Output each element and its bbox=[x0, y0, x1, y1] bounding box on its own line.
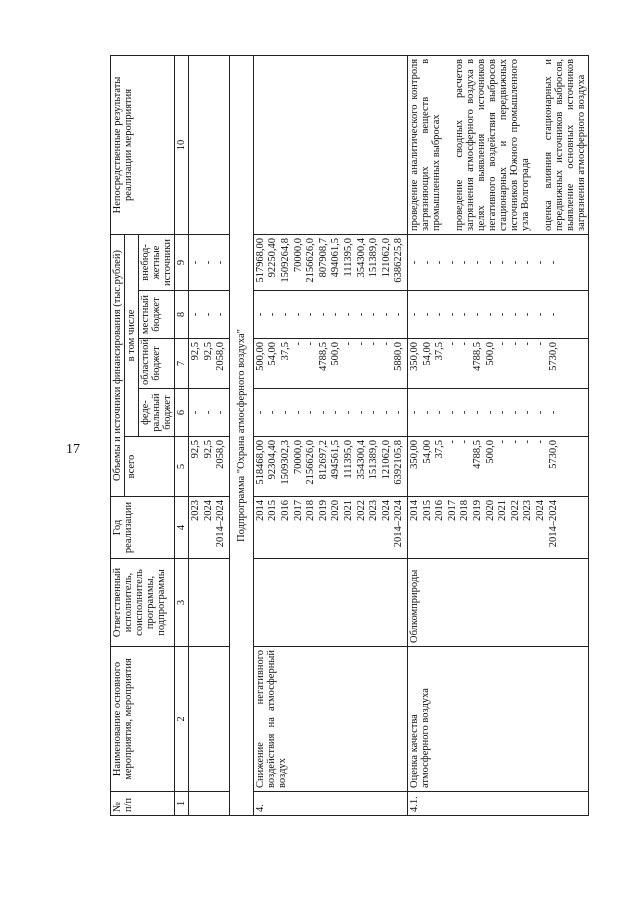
row-4-1-extra-value: - bbox=[459, 260, 471, 265]
row-4-1-regional-value: 54,00 bbox=[421, 342, 433, 366]
row-4-1-federal-value: - bbox=[547, 410, 559, 415]
row-4-1-regional-value: 37,5 bbox=[434, 342, 446, 361]
row-4-local-value: - bbox=[254, 312, 266, 317]
carry-total-value: 92,5 bbox=[202, 440, 214, 459]
row-4-federal-value: - bbox=[343, 410, 355, 415]
row-4-1-local-value: - bbox=[471, 312, 483, 317]
row-4-extra-value: 354300,4 bbox=[355, 237, 367, 278]
row-4-local-value: - bbox=[280, 312, 292, 317]
row-4-extra-value: 92250,40 bbox=[267, 237, 279, 278]
row-4-1-local-value: - bbox=[434, 312, 446, 317]
row-4-1-federal-value: - bbox=[446, 410, 458, 415]
row-4-1-local-value: - bbox=[459, 312, 471, 317]
row-4-1-extra-value: - bbox=[547, 260, 559, 265]
carry-local bbox=[189, 291, 230, 339]
colnum-4: 4 bbox=[175, 497, 189, 559]
row-4-regional-value: - bbox=[305, 342, 317, 346]
row-4-extra-value: 807908,7 bbox=[317, 237, 329, 278]
row-4-total-value: 92304,40 bbox=[267, 440, 279, 480]
row-4-total-value: 121062,0 bbox=[380, 440, 392, 480]
row-4-1-years-value: 2018 bbox=[459, 500, 471, 521]
row-4-years-value: 2015 bbox=[267, 500, 279, 521]
carry-years bbox=[189, 497, 230, 559]
row-4-federal-value: - bbox=[330, 410, 342, 415]
row-4-1-local-value: - bbox=[497, 312, 509, 317]
colnum-6: 6 bbox=[175, 389, 189, 437]
row-4-1-local-value: - bbox=[484, 312, 496, 317]
colnum-1: 1 bbox=[175, 792, 189, 816]
row-4-1-years-value: 2014 bbox=[409, 500, 421, 521]
row-4-1-regional-value: - bbox=[509, 342, 521, 346]
header-extra: внебюд- жетные источники bbox=[139, 234, 175, 290]
carry-over-row bbox=[189, 55, 230, 815]
header-results: Непосредственные результаты реализации мероприятия bbox=[111, 55, 175, 234]
row-4-total-value: 151389,0 bbox=[368, 440, 380, 480]
row-4-regional-value: 54,00 bbox=[267, 342, 279, 366]
row-4-1 bbox=[408, 55, 589, 815]
row-4-1-total bbox=[408, 437, 589, 497]
row-4-years-value: 2016 bbox=[280, 500, 292, 521]
row-4-extra-value: 111395,0 bbox=[343, 237, 355, 277]
carry-local-value: - bbox=[202, 312, 214, 317]
row-4-no: 4. bbox=[253, 792, 407, 816]
row-4-regional-value: 5880,0 bbox=[393, 342, 405, 371]
row-4-years-value: 2014 bbox=[254, 500, 266, 521]
row-4-local-value: - bbox=[305, 312, 317, 317]
row-4-federal-value: - bbox=[280, 410, 292, 415]
carry-regional bbox=[189, 339, 230, 389]
row-4-years-value: 2024 bbox=[380, 500, 392, 521]
row-4-1-extra-value: - bbox=[421, 260, 433, 265]
header-executor: Ответственный исполнитель, соисполнитель программы, подпрограммы bbox=[111, 559, 175, 647]
row-4-1-total-value: 350,00 bbox=[409, 440, 421, 469]
row-4-1-federal-value: - bbox=[421, 410, 433, 415]
row-4-total-value: 518468,00 bbox=[254, 440, 266, 485]
row-4-total-value: 494561,5 bbox=[330, 440, 342, 480]
row-4-1-extra-value: - bbox=[446, 260, 458, 265]
row-4-1-regional-value: - bbox=[522, 342, 534, 346]
row-4-1-local-value: - bbox=[509, 312, 521, 317]
carry-local-value: - bbox=[215, 312, 227, 317]
row-4-federal-value: - bbox=[292, 410, 304, 415]
row-4-1-name: Оценка качества атмосферного воздуха bbox=[408, 647, 589, 792]
carry-federal bbox=[189, 389, 230, 437]
carry-years-value: 2023 bbox=[190, 500, 202, 521]
row-4-total-value: 111395,0 bbox=[343, 440, 355, 479]
row-4-1-regional-value: - bbox=[446, 342, 458, 346]
row-4-1-federal-value: - bbox=[434, 410, 446, 415]
header-federal: феде- ральный бюджет bbox=[139, 389, 175, 437]
row-4-years-value: 2014–2024 bbox=[393, 500, 405, 548]
row-4-years-value: 2023 bbox=[368, 500, 380, 521]
row-4-total-value: 812697,2 bbox=[317, 440, 329, 480]
row-4-1-extra-value: - bbox=[409, 260, 421, 265]
row-4-total-value: 70000,0 bbox=[292, 440, 304, 475]
header-year: Год реализации bbox=[111, 497, 175, 559]
row-4-1-years-value: 2019 bbox=[471, 500, 483, 521]
row-4-local-value: - bbox=[267, 312, 279, 317]
row-4-years-value: 2020 bbox=[330, 500, 342, 521]
row-4-federal-value: - bbox=[267, 410, 279, 415]
row-4-1-regional bbox=[408, 339, 589, 389]
row-4-total-value: 2156626,0 bbox=[305, 440, 317, 485]
row-4-local-value: - bbox=[368, 312, 380, 317]
row-4-extra-value: 517968,00 bbox=[254, 237, 266, 283]
row-4-1-regional-value: 4788,5 bbox=[471, 342, 483, 371]
row-4-local-value: - bbox=[330, 312, 342, 317]
row-4-federal-value: - bbox=[317, 410, 329, 415]
row-4-1-federal-value: - bbox=[534, 410, 546, 415]
row-4-extra-value: 70000,0 bbox=[292, 237, 304, 273]
row-4-federal-value: - bbox=[254, 410, 266, 415]
row-4-1-years bbox=[408, 497, 589, 559]
row-4-regional-value: - bbox=[292, 342, 304, 346]
row-4-1-years-value: 2021 bbox=[497, 500, 509, 521]
header-funding: Объемы и источники финансирования (тыс.рублей) bbox=[111, 234, 125, 496]
row-4-federal-value: - bbox=[380, 410, 392, 415]
row-4-1-regional-value: 500,0 bbox=[484, 342, 496, 366]
row-4-regional-value: 500,0 bbox=[330, 342, 342, 366]
row-4-1-total-value: - bbox=[522, 440, 534, 444]
row-4-name: Снижение негативного воздействия на атмосферный воздух bbox=[253, 647, 407, 792]
row-4-federal-value: - bbox=[393, 410, 405, 415]
row-4-1-total-value: - bbox=[459, 440, 471, 444]
row-4-1-local-value: - bbox=[522, 312, 534, 317]
row-4-1-extra-value: - bbox=[471, 260, 483, 265]
row-4-1-federal-value: - bbox=[497, 410, 509, 415]
carry-extra bbox=[189, 234, 230, 290]
carry-total bbox=[189, 437, 230, 497]
colnum-2: 2 bbox=[175, 647, 189, 792]
page-number: 17 bbox=[66, 442, 80, 457]
row-4-regional-value: - bbox=[368, 342, 380, 346]
row-4-1-total-value: 500,0 bbox=[484, 440, 496, 464]
colnum-10: 10 bbox=[175, 55, 189, 234]
row-4-1-federal-value: - bbox=[484, 410, 496, 415]
header-local: местный бюджет bbox=[139, 291, 175, 339]
row-4-federal-value: - bbox=[305, 410, 317, 415]
row-4-1-local-value: - bbox=[409, 312, 421, 317]
row-4-1-local-value: - bbox=[446, 312, 458, 317]
row-4-local-value: - bbox=[355, 312, 367, 317]
carry-federal-value: - bbox=[190, 410, 202, 415]
row-4-1-local-value: - bbox=[534, 312, 546, 317]
row-4-extra-value: 151389,0 bbox=[368, 237, 380, 278]
subprogram-title: Подпрограмма "Охрана атмосферного воздуха" bbox=[229, 55, 253, 815]
row-4-1-years-value: 2015 bbox=[421, 500, 433, 521]
row-4-regional-value: 37,5 bbox=[280, 342, 292, 361]
row-4-local-value: - bbox=[393, 312, 405, 317]
row-4-extra-value: 121062,0 bbox=[380, 237, 392, 278]
row-4-1-years-value: 2020 bbox=[484, 500, 496, 521]
program-table bbox=[110, 55, 589, 816]
row-4-regional-value: - bbox=[355, 342, 367, 346]
carry-total-value: 2058,0 bbox=[215, 440, 227, 469]
row-4-1-local-value: - bbox=[547, 312, 559, 317]
row-4-total-value: 354300,4 bbox=[355, 440, 367, 480]
row-4-local bbox=[253, 291, 407, 339]
carry-extra-value: - bbox=[202, 260, 214, 265]
row-4-1-results bbox=[408, 55, 589, 234]
row-4-1-regional-value: - bbox=[534, 342, 546, 346]
row-4-1-extra-value: - bbox=[434, 260, 446, 265]
row-4-years-value: 2022 bbox=[355, 500, 367, 521]
row-4-federal bbox=[253, 389, 407, 437]
row-4-total-value: 1509302,3 bbox=[280, 440, 292, 485]
row-4 bbox=[253, 55, 407, 815]
row-4-extra-value: 2156626,0 bbox=[305, 237, 317, 283]
row-4-federal-value: - bbox=[368, 410, 380, 415]
row-4-years bbox=[253, 497, 407, 559]
carry-years-value: 2024 bbox=[202, 500, 214, 521]
carry-regional-value: 92,5 bbox=[190, 342, 202, 361]
carry-federal-value: - bbox=[215, 410, 227, 415]
colnum-3: 3 bbox=[175, 559, 189, 647]
row-4-1-no: 4.1. bbox=[408, 792, 589, 816]
row-4-1-years-value: 2022 bbox=[509, 500, 521, 521]
row-4-regional-value: 4788,5 bbox=[317, 342, 329, 371]
header-name: Наименование основного мероприятия, мероприятия bbox=[111, 647, 175, 792]
row-4-1-years-value: 2016 bbox=[434, 500, 446, 521]
row-4-1-regional-value: 5730,0 bbox=[547, 342, 559, 371]
rotated-page-content bbox=[110, 56, 630, 816]
row-4-1-regional-value: 350,00 bbox=[409, 342, 421, 371]
row-4-local-value: - bbox=[380, 312, 392, 317]
row-4-local-value: - bbox=[317, 312, 329, 317]
row-4-1-federal-value: - bbox=[471, 410, 483, 415]
row-4-total bbox=[253, 437, 407, 497]
colnum-7: 7 bbox=[175, 339, 189, 389]
row-4-1-total-value: 54,00 bbox=[421, 440, 433, 464]
row-4-extra-value: 6386225,8 bbox=[393, 237, 405, 283]
carry-extra-value: - bbox=[190, 260, 202, 265]
row-4-1-local-value: - bbox=[421, 312, 433, 317]
colnum-9: 9 bbox=[175, 234, 189, 290]
subprogram-row bbox=[229, 55, 253, 815]
header-total: всего bbox=[125, 437, 175, 497]
carry-years-value: 2014–2024 bbox=[215, 500, 227, 548]
row-4-regional bbox=[253, 339, 407, 389]
carry-regional-value: 92,5 bbox=[202, 342, 214, 361]
row-4-1-years-value: 2024 bbox=[534, 500, 546, 521]
row-4-local-value: - bbox=[343, 312, 355, 317]
row-4-regional-value: - bbox=[343, 342, 355, 346]
carry-total-value: 92,5 bbox=[190, 440, 202, 459]
row-4-years-value: 2018 bbox=[305, 500, 317, 521]
row-4-1-total-value: - bbox=[509, 440, 521, 444]
header-no: № п/п bbox=[111, 792, 175, 816]
row-4-extra bbox=[253, 234, 407, 290]
row-4-1-extra bbox=[408, 234, 589, 290]
carry-regional-value: 2058,0 bbox=[215, 342, 227, 371]
row-4-1-total-value: 37,5 bbox=[434, 440, 446, 459]
row-4-1-regional-value: - bbox=[497, 342, 509, 346]
row-4-1-federal-value: - bbox=[409, 410, 421, 415]
row-4-1-total-value: - bbox=[446, 440, 458, 444]
column-number-row bbox=[175, 55, 189, 815]
row-4-1-total-value: 4788,5 bbox=[471, 440, 483, 469]
row-4-1-federal-value: - bbox=[522, 410, 534, 415]
row-4-extra-value: 494061,5 bbox=[330, 237, 342, 278]
row-4-1-extra-value: - bbox=[484, 260, 496, 265]
row-4-local-value: - bbox=[292, 312, 304, 317]
row-4-1-years-value: 2023 bbox=[522, 500, 534, 521]
row-4-1-total-value: - bbox=[497, 440, 509, 444]
row-4-years-value: 2021 bbox=[343, 500, 355, 521]
carry-federal-value: - bbox=[202, 410, 214, 415]
row-4-years-value: 2019 bbox=[317, 500, 329, 521]
header-row-1 bbox=[111, 55, 125, 815]
result-3: оценка влияния стационарных и передвижных источников выбросов, выявление основных источников загрязнения атмосферного воздуха bbox=[543, 58, 588, 231]
row-4-1-total-value: - bbox=[534, 440, 546, 444]
row-4-1-local bbox=[408, 291, 589, 339]
row-4-1-total-value: 5730,0 bbox=[547, 440, 559, 469]
row-4-1-years-value: 2014–2024 bbox=[547, 500, 559, 548]
row-4-federal-value: - bbox=[355, 410, 367, 415]
row-4-1-extra-value: - bbox=[509, 260, 521, 265]
carry-extra-value: - bbox=[215, 260, 227, 265]
row-4-1-extra-value: - bbox=[522, 260, 534, 265]
row-4-1-federal-value: - bbox=[509, 410, 521, 415]
result-2: проведение сводных расчетов загрязнения атмосферного воздуха в целях выявления источников негативного воздействия выбросов стационарных и передвижных источников Южного промышленного узла Волгограда bbox=[454, 58, 532, 231]
row-4-total-value: 6392105,8 bbox=[393, 440, 405, 485]
carry-local-value: - bbox=[190, 312, 202, 317]
colnum-8: 8 bbox=[175, 291, 189, 339]
row-4-regional-value: 500,00 bbox=[254, 342, 266, 371]
row-4-1-federal bbox=[408, 389, 589, 437]
header-regional: областной бюджет bbox=[139, 339, 175, 389]
row-4-1-years-value: 2017 bbox=[446, 500, 458, 521]
row-4-1-extra-value: - bbox=[497, 260, 509, 265]
row-4-1-federal-value: - bbox=[459, 410, 471, 415]
row-4-1-executor: Облкомприроды bbox=[408, 559, 589, 647]
row-4-1-regional-value: - bbox=[459, 342, 471, 346]
row-4-regional-value: - bbox=[380, 342, 392, 346]
header-incl: в том числе bbox=[125, 234, 139, 436]
row-4-1-extra-value: - bbox=[534, 260, 546, 265]
row-4-years-value: 2017 bbox=[292, 500, 304, 521]
row-4-extra-value: 1509264,8 bbox=[280, 237, 292, 283]
colnum-5: 5 bbox=[175, 437, 189, 497]
result-1: проведение аналитического контроля загрязняющих веществ в промышленных выбросах bbox=[409, 58, 443, 231]
